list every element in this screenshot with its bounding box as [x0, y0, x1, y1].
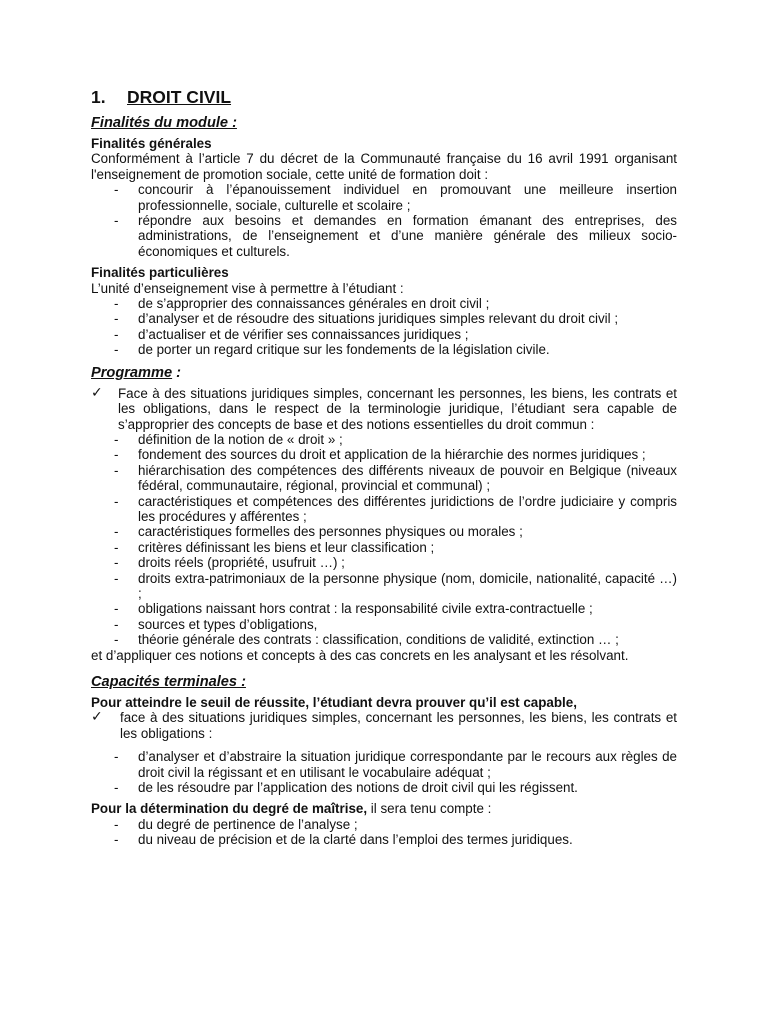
- list-item: - concourir à l’épanouissement individuel en promouvant une meilleure insertion professionnelle, sociale, culturelle et scolaire ;: [114, 182, 677, 213]
- capacites-check-item: ✓ face à des situations juridiques simples, concernant les personnes, les biens, les contrats et les obligations :: [91, 708, 677, 741]
- list-item: - caractéristiques formelles des personnes physiques ou morales ;: [114, 524, 523, 540]
- programme-check-item: ✓ Face à des situations juridiques simples, concernant les personnes, les biens, les contrats et les obligations, dans le respect de la terminologie juridique, l’étudiant sera capable de s’approprier des concepts de base et des notions essentielles du droit commun :: [91, 383, 677, 432]
- finalites-particulieres-list: [91, 296, 677, 358]
- list-item: - obligations naissant hors contrat : la responsabilité civile extra-contractuelle ;: [114, 601, 593, 617]
- list-item: - droits réels (propriété, usufruit …) ;: [114, 555, 345, 571]
- list-item: - caractéristiques et compétences des différentes juridictions de l’ordre judiciaire y compris les procédures y afférentes ;: [114, 493, 677, 524]
- list-item: - d’analyser et d’abstraire la situation juridique correspondante par le recours aux règles de droit civil la régissant et en utilisant le vocabulaire adéquat ;: [114, 749, 677, 780]
- list-item: - répondre aux besoins et demandes en formation émanant des entreprises, des administrations, de l’enseignement et d’une manière générale des milieux socio-économiques et culturels.: [114, 213, 677, 259]
- list-item: - du degré de pertinence de l’analyse ;: [114, 816, 358, 832]
- capacites-list: [91, 749, 677, 795]
- programme-list: [91, 432, 677, 648]
- finalites-generales-list: [91, 182, 677, 259]
- capacites-heading: Capacités terminales :: [91, 674, 246, 690]
- list-item: - fondement des sources du droit et application de la hiérarchie des normes juridiques ;: [114, 447, 646, 463]
- section-title-text: DROIT CIVIL: [127, 87, 232, 107]
- section-title: [91, 86, 677, 108]
- list-item: - hiérarchisation des compétences des différents niveaux de pouvoir en Belgique (niveaux fédéral, communautaire, régional, provincial et communal) ;: [114, 462, 677, 494]
- maitrise-list: [91, 817, 677, 848]
- document-content: [91, 86, 677, 848]
- finalites-particulieres-title: Finalités particulières: [91, 265, 229, 281]
- list-item: - de s’approprier des connaissances générales en droit civil ;: [114, 296, 490, 312]
- list-item: - théorie générale des contrats : classification, conditions de validité, extinction … ;: [114, 632, 619, 648]
- maitrise-intro: Pour la détermination du degré de maîtrise, il sera tenu compte :: [91, 801, 492, 817]
- finalites-particulieres-intro: L’unité d’enseignement vise à permettre à l’étudiant :: [91, 280, 404, 296]
- list-item: - du niveau de précision et de la clarté dans l’emploi des termes juridiques.: [114, 832, 573, 848]
- programme-heading: Programme :: [91, 364, 182, 381]
- list-item: - de les résoudre par l’application des notions de droit civil qui les régissent.: [114, 780, 578, 796]
- list-item: - critères définissant les biens et leur classification ;: [114, 539, 435, 555]
- list-item: - définition de la notion de « droit » ;: [114, 431, 343, 447]
- check-icon: ✓: [91, 708, 103, 725]
- list-item: - droits extra-patrimoniaux de la personne physique (nom, domicile, nationalité, capacité …) ;: [114, 570, 677, 601]
- check-icon: ✓: [91, 383, 103, 400]
- finalites-generales-title: Finalités générales: [91, 136, 212, 151]
- section-number: 1.: [91, 87, 106, 107]
- list-item: - d’analyser et de résoudre des situations juridiques simples relevant du droit civil ;: [114, 311, 619, 327]
- list-item: - d’actualiser et de vérifier ses connaissances juridiques ;: [114, 326, 469, 342]
- capacites-intro: Pour atteindre le seuil de réussite, l’étudiant devra prouver qu’il est capable,: [91, 695, 577, 710]
- finalites-heading: Finalités du module :: [91, 115, 237, 131]
- programme-closing: et d’appliquer ces notions et concepts à des cas concrets en les analysant et les résolvant.: [91, 647, 629, 663]
- list-item: - de porter un regard critique sur les fondements de la législation civile.: [114, 342, 550, 358]
- list-item: - sources et types d’obligations,: [114, 616, 318, 632]
- finalites-generales-intro: Conformément à l’article 7 du décret de la Communauté française du 16 avril 1991 organisant l'enseignement de promotion sociale, cette unité de formation doit :: [91, 151, 677, 182]
